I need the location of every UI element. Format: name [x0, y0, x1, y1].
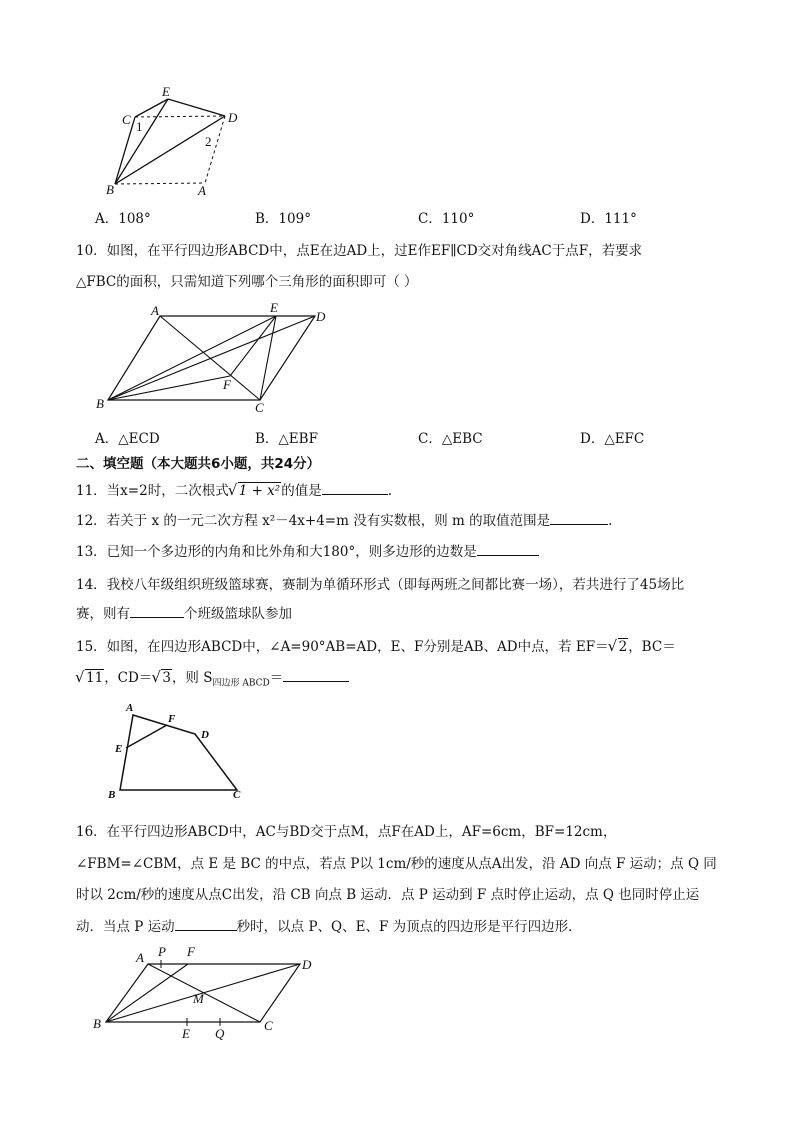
- q9-option-d[interactable]: D．111°: [580, 211, 637, 227]
- q13-answer-blank[interactable]: [477, 541, 539, 556]
- fig10-label-e: E: [270, 300, 278, 315]
- fig15-label-a: A: [126, 702, 134, 714]
- q15-ef-radical: √ 2: [609, 639, 629, 655]
- fig15-label-d: D: [201, 729, 209, 741]
- fig9-label-d: D: [228, 110, 238, 125]
- q16-text-line1: 16．在平行四边形ABCD中，AC与BD交于点M，点F在AD上，AF=6cm，BF=12cm，: [76, 824, 617, 840]
- fig16-label-q: Q: [215, 1026, 225, 1041]
- q13-text: 13．已知一个多边形的内角和比外角和大180°，则多边形的边数是: [76, 544, 477, 560]
- fig16-label-c: C: [264, 1018, 273, 1033]
- fig16-label-e: E: [182, 1026, 190, 1041]
- q10-option-a[interactable]: A．△ECD: [95, 431, 160, 447]
- fig15-label-b: B: [108, 789, 116, 801]
- fig16-label-d: D: [302, 957, 312, 972]
- fig15-label-c: C: [233, 789, 241, 801]
- q15-line2: √ 11，CD＝√ 3，则 $S_{四边形 ABCD}=$: [76, 666, 349, 689]
- fig10-label-d: D: [316, 309, 326, 324]
- q11: 11．当x=2时，二次根式√ 1 + x²的值是 .: [76, 479, 392, 499]
- q11-text: 11．当x=2时，二次根式: [76, 483, 229, 499]
- figure-q16: [88, 942, 328, 1042]
- figure-q9: [100, 80, 250, 200]
- fig16-label-a: A: [136, 950, 144, 965]
- q15-cd-radical: √ 3: [152, 670, 172, 686]
- fig16-label-f: F: [187, 944, 195, 959]
- fig10-label-a: A: [151, 303, 159, 318]
- q11-text-post: 的值是: [281, 483, 322, 499]
- q10-text-line1: 10．如图，在平行四边形ABCD中，点E在边AD上，过E作EF∥CD交对角线AC于点F，若要求: [76, 243, 643, 259]
- q16-line4: 动．当点 P 运动 秒时，以点 P、Q、E、F 为顶点的四边形是平行四边形．: [76, 915, 582, 935]
- q9-option-b[interactable]: B．109°: [255, 211, 311, 227]
- q14-line2: 赛，则有 个班级篮球队参加: [76, 602, 292, 622]
- fig9-label-a: A: [198, 183, 206, 198]
- q11-answer-blank[interactable]: [322, 480, 388, 495]
- q12-text: 12．若关于 x 的一元二次方程 x²－4x+4=m 没有实数根，则 m 的取值范围是: [76, 513, 551, 529]
- q15-line1: 15．如图，在四边形ABCD中，∠A=90°AB=AD，E、F分别是AB、AD中点，若 EF＝√ 2，BC＝: [76, 635, 676, 655]
- q10-option-c[interactable]: C．△EBC: [418, 431, 483, 447]
- q16-answer-blank[interactable]: [175, 916, 237, 931]
- fig10-label-c: C: [255, 400, 264, 415]
- fig15-label-f: F: [168, 713, 176, 725]
- q15-answer-blank[interactable]: [283, 667, 349, 682]
- fig9-label-2: 2: [205, 134, 212, 149]
- fig15-label-e: E: [115, 743, 123, 755]
- fig10-label-b: B: [96, 396, 104, 411]
- fig9-label-c: C: [122, 112, 131, 127]
- section-heading-fill-in: 二、填空题（本大题共6小题，共24分）: [76, 456, 321, 472]
- fig9-label-b: B: [106, 182, 114, 197]
- q11-radical: √ 1 + x²: [229, 483, 282, 499]
- q10-text-line2: △FBC的面积，只需知道下列哪个三角形的面积即可（ ）: [76, 274, 418, 290]
- q14-text-line1: 14．我校八年级组织班级篮球赛，赛制为单循环形式（即每两班之间都比赛一场），若共进行了45场比: [76, 577, 685, 593]
- fig9-label-e: E: [162, 84, 170, 99]
- q9-option-c[interactable]: C．110°: [418, 211, 475, 227]
- q15-bc-radical: √ 11: [76, 670, 104, 686]
- q16-text-line3: 时以 2cm/秒的速度从点C出发，沿 CB 向点 B 运动．点 P 运动到 F 点时停止运动，点 Q 也同时停止运: [76, 887, 700, 903]
- q12: 12．若关于 x 的一元二次方程 x²－4x+4=m 没有实数根，则 m 的取值范围是 .: [76, 509, 612, 529]
- fig9-label-1: 1: [136, 119, 143, 134]
- fig16-label-p: P: [158, 944, 166, 959]
- q10-option-b[interactable]: B．△EBF: [255, 431, 318, 447]
- q16-text-line2: ∠FBM=∠CBM，点 E 是 BC 的中点，若点 P以 1cm/秒的速度从点A出发，沿 AD 向点 F 运动；点 Q 同: [76, 856, 717, 872]
- figure-q15: [100, 698, 260, 803]
- q12-answer-blank[interactable]: [550, 510, 608, 525]
- q13: [76, 540, 539, 560]
- fig16-label-b: B: [93, 1016, 101, 1031]
- q10-option-d[interactable]: D．△EFC: [580, 431, 645, 447]
- q9-option-a[interactable]: A．108°: [95, 211, 151, 227]
- fig16-label-m: M: [193, 991, 204, 1006]
- q14-answer-blank[interactable]: [130, 603, 184, 618]
- figure-q10: [90, 300, 340, 418]
- fig10-label-f: F: [223, 377, 231, 392]
